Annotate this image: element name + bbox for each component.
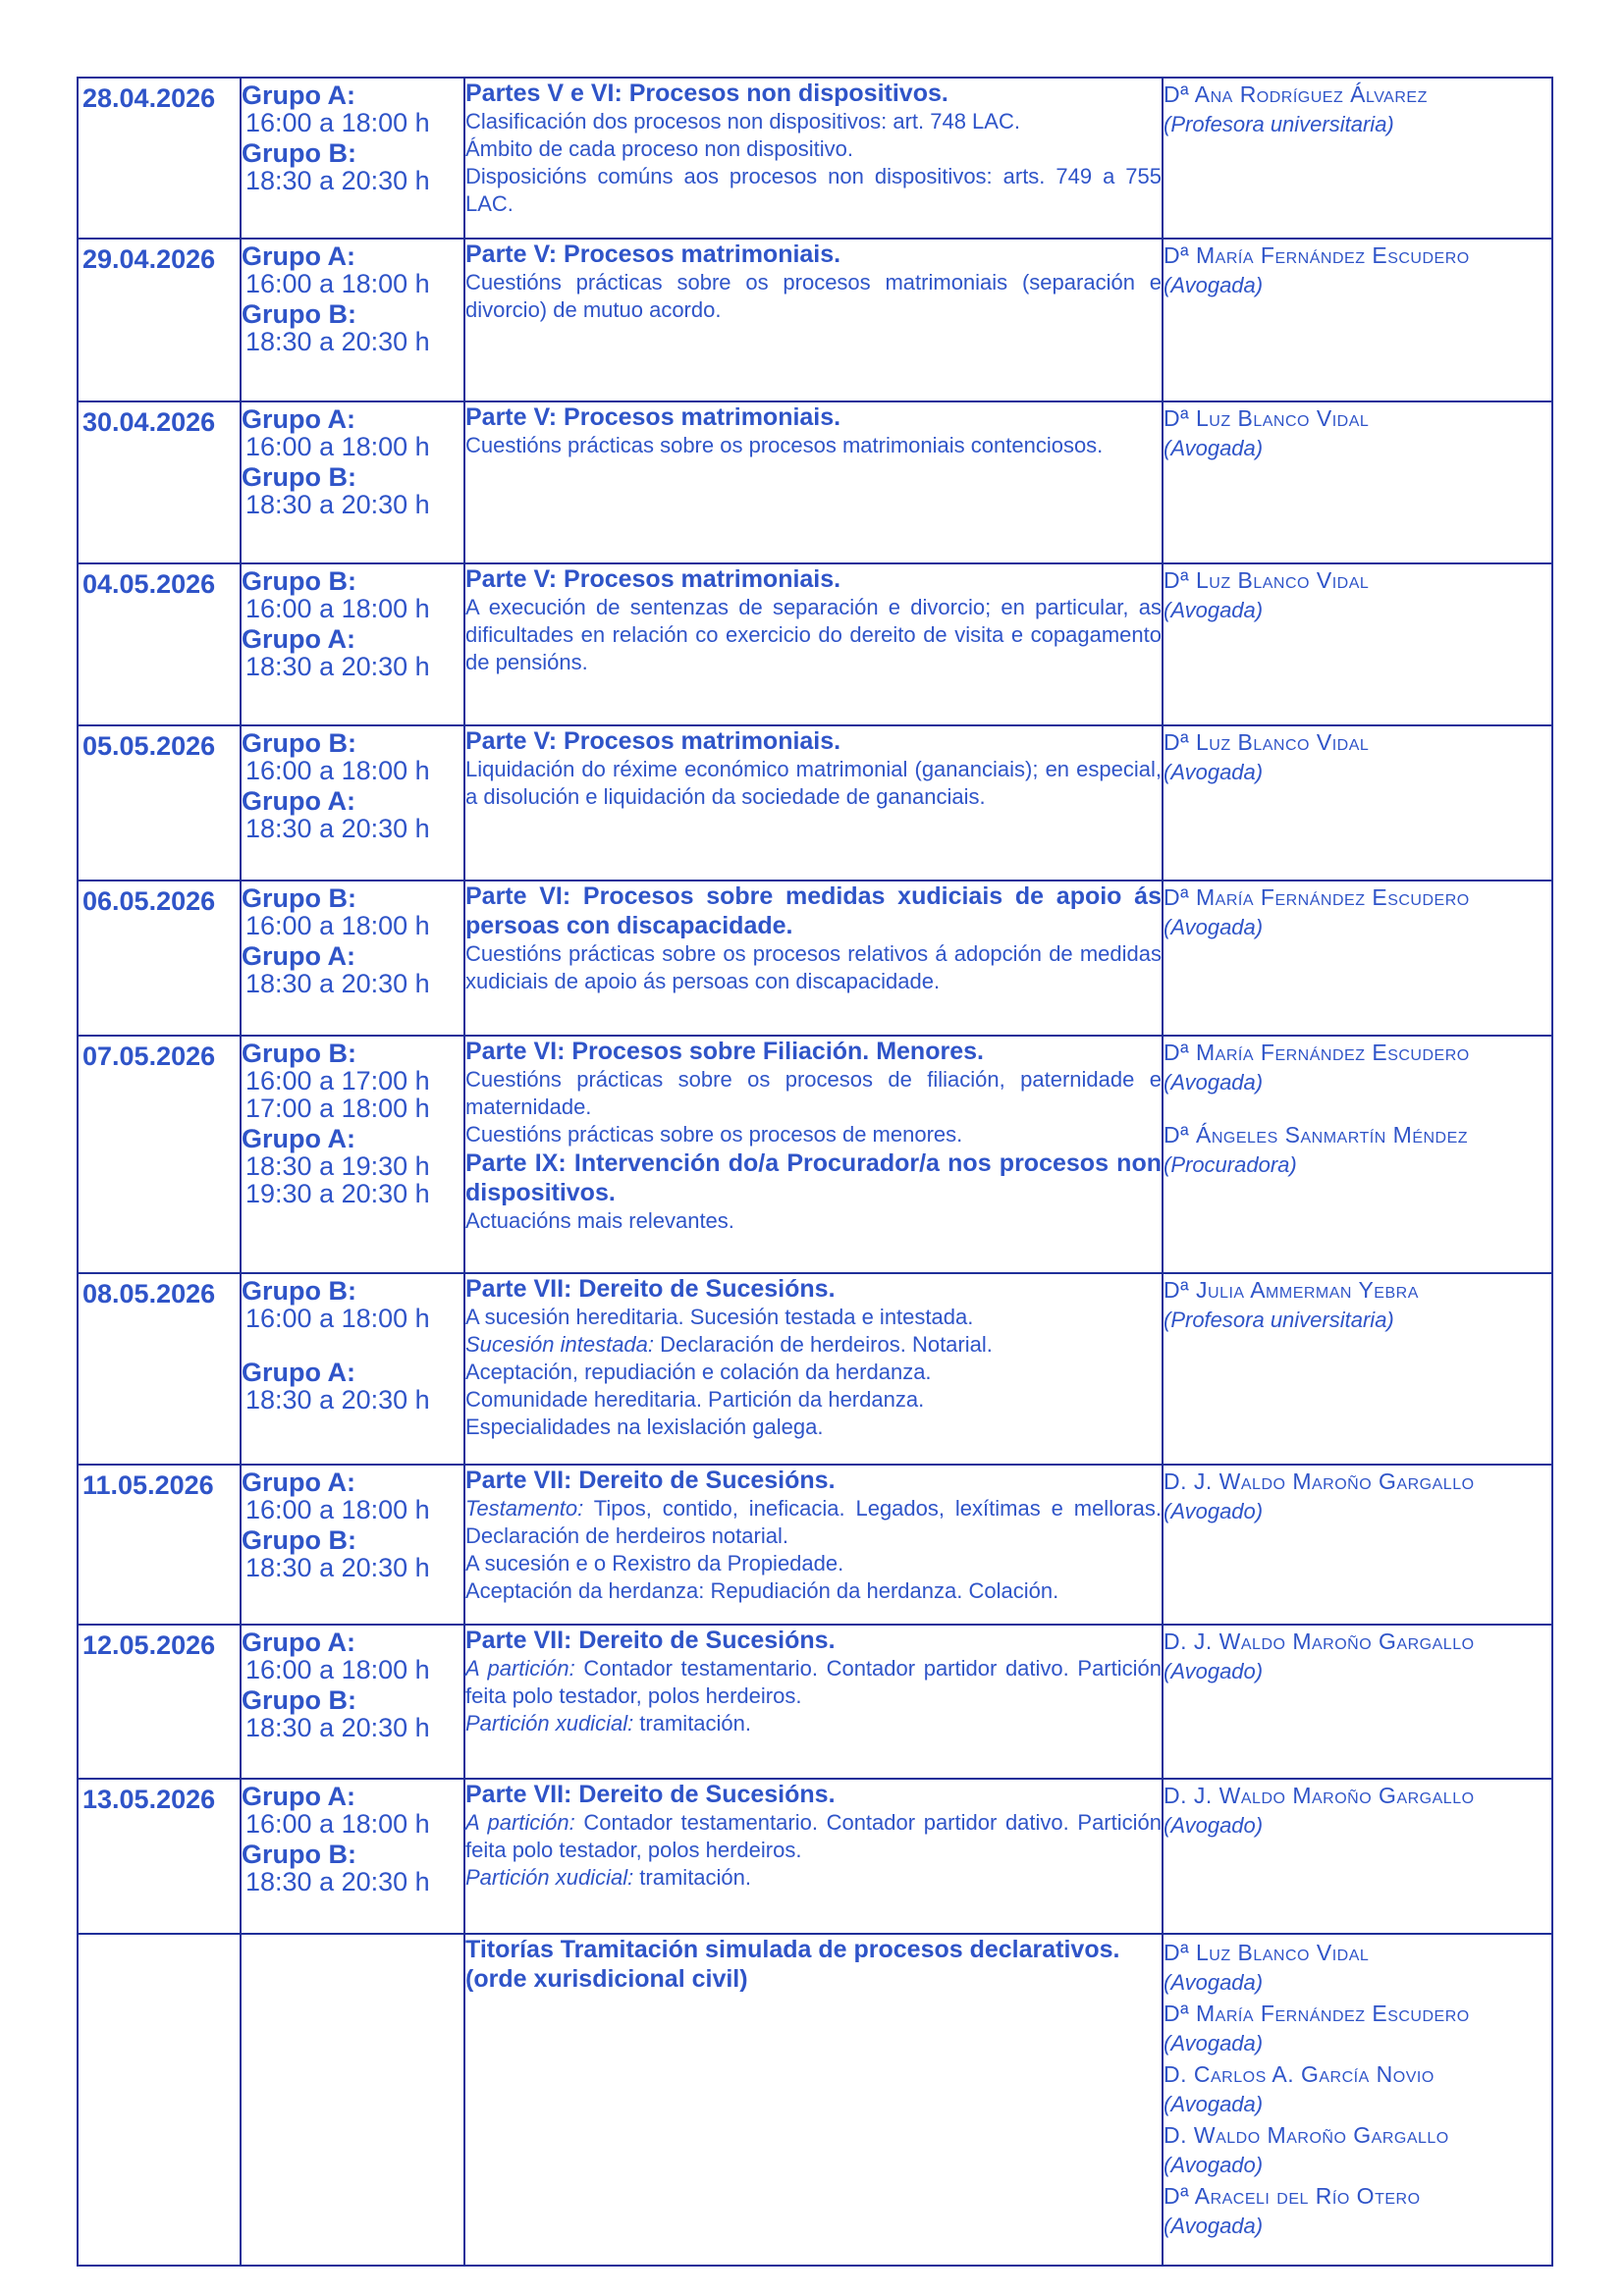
professor-role: (Avogada) xyxy=(1164,760,1264,784)
topic-cell xyxy=(464,1465,1163,1625)
topic-cell xyxy=(464,1934,1163,2266)
professor-role: (Avogado) xyxy=(1164,2153,1264,2177)
topic-line-italic: Testamento: xyxy=(465,1496,584,1521)
professor-cell xyxy=(1163,239,1552,401)
group-label: Grupo A: xyxy=(242,241,355,271)
topic-line xyxy=(465,1304,1162,1331)
group-label: Grupo A: xyxy=(242,786,355,816)
group-label: Grupo B: xyxy=(242,1525,356,1555)
professor-name: Dª Luz Blanco Vidal xyxy=(1164,729,1370,755)
table-row xyxy=(78,563,1552,725)
professor-role: (Procuradora) xyxy=(1164,1152,1297,1177)
topic-line-text: Declaración de herdeiros. Notarial. xyxy=(654,1332,993,1357)
topic-line xyxy=(465,1710,1162,1737)
table-row xyxy=(78,78,1552,239)
date-cell xyxy=(78,881,241,1036)
group-label: Grupo B: xyxy=(242,1840,356,1869)
topic-line xyxy=(465,432,1162,459)
session-date: 04.05.2026 xyxy=(82,569,216,599)
topic-line xyxy=(465,135,1162,163)
date-cell xyxy=(78,1273,241,1465)
group-time: 18:30 a 19:30 h xyxy=(245,1151,430,1181)
session-date: 30.04.2026 xyxy=(82,407,216,437)
professor-role: (Avogado) xyxy=(1164,1499,1264,1523)
topic-title: Parte VII: Dereito de Sucesións. xyxy=(465,1275,836,1303)
topic-line-italic: A partición: xyxy=(465,1656,575,1681)
session-date: 12.05.2026 xyxy=(82,1630,216,1660)
professor-name: Dª Ana Rodríguez Álvarez xyxy=(1164,81,1428,107)
date-cell xyxy=(78,1036,241,1273)
session-date: 13.05.2026 xyxy=(82,1785,216,1814)
professor-role: (Avogada) xyxy=(1164,2214,1264,2238)
topic-line-text: Comunidade hereditaria. Partición da herdanza. xyxy=(465,1387,925,1412)
group-label: Grupo B: xyxy=(242,883,356,913)
topic-line-text: Especialidades na lexislación galega. xyxy=(465,1415,824,1439)
topic-line-text: Aceptación, repudiación e colación da herdanza. xyxy=(465,1360,932,1384)
topic-line xyxy=(465,1386,1162,1414)
group-time: 18:30 a 20:30 h xyxy=(245,1553,430,1582)
professor-cell xyxy=(1163,1779,1552,1934)
topic-line xyxy=(465,594,1162,676)
professor-name: Dª María Fernández Escudero xyxy=(1164,1040,1470,1065)
topic-line-text: Tipos, contido, ineficacia. Legados, lexítimas e melloras. Declaración de herdeiros notarial. xyxy=(465,1496,1162,1548)
topic-line xyxy=(465,1550,1162,1577)
topic-line xyxy=(465,1809,1162,1864)
professor-cell xyxy=(1163,1036,1552,1273)
group-cell xyxy=(241,881,464,1036)
table-row xyxy=(78,1625,1552,1779)
topic-line-text: A execución de sentenzas de separación e divorcio; en particular, as dificultades en relación co exercicio do dereito de visita e copagamento de pensións. xyxy=(465,595,1162,674)
topic-line xyxy=(465,1066,1162,1121)
group-cell xyxy=(241,1465,464,1625)
professor-name: Dª Julia Ammerman Yebra xyxy=(1164,1277,1419,1303)
topic-title: Parte VII: Dereito de Sucesións. xyxy=(465,1467,836,1494)
professor-role: (Avogada) xyxy=(1164,436,1264,460)
topic-title: Partes V e VI: Procesos non dispositivos. xyxy=(465,80,948,107)
topic-line-text: Liquidación do réxime económico matrimonial (gananciais); en especial, a disolución e liquidación da sociedade de gananciais. xyxy=(465,757,1162,809)
professor-name: D. Carlos A. García Novio xyxy=(1164,2061,1435,2087)
table-row xyxy=(78,881,1552,1036)
topic-cell xyxy=(464,1779,1163,1934)
group-time: 18:30 a 20:30 h xyxy=(245,652,430,681)
group-label: Grupo B: xyxy=(242,462,356,492)
session-date xyxy=(79,1935,240,1939)
topic-line-text: tramitación. xyxy=(633,1865,752,1890)
group-time: 18:30 a 20:30 h xyxy=(245,814,430,843)
topic-title: Parte VII: Dereito de Sucesións. xyxy=(465,1627,836,1654)
session-date: 08.05.2026 xyxy=(82,1279,216,1308)
professor-role: (Avogada) xyxy=(1164,273,1264,297)
professor-name: Dª María Fernández Escudero xyxy=(1164,884,1470,910)
topic-line xyxy=(465,1121,1162,1148)
topic-line xyxy=(465,1359,1162,1386)
topic-line xyxy=(465,940,1162,995)
group-time: 16:00 a 18:00 h xyxy=(245,269,430,298)
topic-line-text: Cuestións prácticas sobre os procesos matrimoniais contenciosos. xyxy=(465,433,1104,457)
topic-line-text: Cuestións prácticas sobre os procesos de menores. xyxy=(465,1122,963,1147)
schedule-body xyxy=(78,78,1552,2266)
date-cell xyxy=(78,401,241,563)
professor-name: D. Waldo Maroño Gargallo xyxy=(1164,2122,1449,2148)
professor-role: (Avogado) xyxy=(1164,1659,1264,1683)
group-label: Grupo B: xyxy=(242,1276,356,1306)
professor-name: D. J. Waldo Maroño Gargallo xyxy=(1164,1783,1475,1808)
topic-line xyxy=(465,1207,1162,1235)
group-time: 16:00 a 18:00 h xyxy=(245,1809,430,1839)
professor-cell xyxy=(1163,1465,1552,1625)
professor-name: D. J. Waldo Maroño Gargallo xyxy=(1164,1629,1475,1654)
group-cell xyxy=(241,401,464,563)
group-label: Grupo A: xyxy=(242,1628,355,1657)
group-cell xyxy=(241,239,464,401)
group-cell xyxy=(241,563,464,725)
topic-title: Parte V: Procesos matrimoniais. xyxy=(465,240,841,268)
group-time: 16:00 a 18:00 h xyxy=(245,1495,430,1524)
topic-line xyxy=(465,1655,1162,1710)
table-row xyxy=(78,1779,1552,1934)
group-label: Grupo A: xyxy=(242,80,355,110)
table-row xyxy=(78,401,1552,563)
group-cell xyxy=(241,1036,464,1273)
group-time: 16:00 a 18:00 h xyxy=(245,1655,430,1684)
group-time: 16:00 a 18:00 h xyxy=(245,1304,430,1333)
professor-cell xyxy=(1163,881,1552,1036)
group-cell xyxy=(241,78,464,239)
group-label: Grupo A: xyxy=(242,404,355,434)
group-label: Grupo A: xyxy=(242,1124,355,1153)
date-cell xyxy=(78,1465,241,1625)
professor-role: (Avogado) xyxy=(1164,1813,1264,1838)
professor-name: Dª María Fernández Escudero xyxy=(1164,242,1470,268)
topic-line xyxy=(465,269,1162,324)
topic-line xyxy=(465,108,1162,135)
group-time: 18:30 a 20:30 h xyxy=(245,1867,430,1896)
topic-cell xyxy=(464,1625,1163,1779)
topic-line-text: Contador testamentario. Contador partidor dativo. Partición feita polo testador, polos herdeiros. xyxy=(465,1810,1162,1862)
topic-line-text: Actuacións mais relevantes. xyxy=(465,1208,734,1233)
topic-cell xyxy=(464,1273,1163,1465)
group-time: 17:00 a 18:00 h xyxy=(245,1094,430,1123)
group-cell xyxy=(241,1273,464,1465)
date-cell xyxy=(78,239,241,401)
group-time: 16:00 a 18:00 h xyxy=(245,911,430,940)
session-date: 11.05.2026 xyxy=(82,1470,214,1500)
topic-title-secondary: Parte IX: Intervención do/a Procurador/a nos procesos non dispositivos. xyxy=(465,1149,1162,1206)
topic-line-text: Disposicións comúns aos procesos non dispositivos: arts. 749 a 755 LAC. xyxy=(465,164,1162,216)
topic-line-text: tramitación. xyxy=(633,1711,752,1735)
date-cell xyxy=(78,1625,241,1779)
table-row xyxy=(78,1036,1552,1273)
topic-cell xyxy=(464,239,1163,401)
topic-line-italic: Partición xudicial: xyxy=(465,1865,634,1890)
session-date: 29.04.2026 xyxy=(82,244,216,274)
topic-line-text: Clasificación dos procesos non dispositivos: art. 748 LAC. xyxy=(465,109,1020,133)
professor-gap xyxy=(1164,1097,1551,1119)
professor-cell xyxy=(1163,1625,1552,1779)
session-date: 05.05.2026 xyxy=(82,731,216,761)
topic-line xyxy=(465,1495,1162,1550)
session-date: 07.05.2026 xyxy=(82,1041,216,1071)
group-cell xyxy=(241,1625,464,1779)
topic-title-secondary: (orde xurisdicional civil) xyxy=(465,1965,748,1993)
topic-cell xyxy=(464,563,1163,725)
topic-line-text: A sucesión e o Rexistro da Propiedade. xyxy=(465,1551,844,1575)
professor-cell xyxy=(1163,78,1552,239)
group-label: Grupo B: xyxy=(242,299,356,329)
date-cell xyxy=(78,563,241,725)
group-spacer xyxy=(242,1332,463,1356)
table-row xyxy=(78,725,1552,881)
professor-cell xyxy=(1163,1273,1552,1465)
professor-name: Dª Ángeles Sanmartín Méndez xyxy=(1164,1122,1469,1148)
group-cell xyxy=(241,1779,464,1934)
professor-role: (Avogada) xyxy=(1164,598,1264,622)
topic-line-italic: A partición: xyxy=(465,1810,575,1835)
topic-line-italic: Partición xudicial: xyxy=(465,1711,634,1735)
topic-cell xyxy=(464,725,1163,881)
group-time: 16:00 a 17:00 h xyxy=(245,1066,430,1095)
topic-cell xyxy=(464,1036,1163,1273)
topic-line xyxy=(465,1864,1162,1892)
professor-role: (Avogada) xyxy=(1164,1970,1264,1995)
topic-line xyxy=(465,756,1162,811)
group-cell xyxy=(241,1934,464,2266)
group-label: Grupo A: xyxy=(242,1782,355,1811)
professor-name: Dª María Fernández Escudero xyxy=(1164,2001,1470,2026)
table-row xyxy=(78,239,1552,401)
topic-line-italic: Sucesión intestada: xyxy=(465,1332,655,1357)
topic-cell xyxy=(464,881,1163,1036)
topic-line xyxy=(465,1414,1162,1441)
topic-line-text: Contador testamentario. Contador partidor dativo. Partición feita polo testador, polos herdeiros. xyxy=(465,1656,1162,1708)
professor-name: Dª Araceli del Río Otero xyxy=(1164,2183,1421,2209)
table-row xyxy=(78,1934,1552,2266)
group-time: 18:30 a 20:30 h xyxy=(245,166,430,195)
professor-name: Dª Luz Blanco Vidal xyxy=(1164,405,1370,431)
group-time: 16:00 a 18:00 h xyxy=(245,432,430,461)
group-label: Grupo A: xyxy=(242,1358,355,1387)
group-time: 18:30 a 20:30 h xyxy=(245,969,430,998)
session-date: 06.05.2026 xyxy=(82,886,216,916)
professor-role: (Avogada) xyxy=(1164,2092,1264,2116)
date-cell xyxy=(78,1779,241,1934)
group-label: Grupo B: xyxy=(242,728,356,758)
topic-title: Parte VI: Procesos sobre medidas xudiciais de apoio ás persoas con discapacidade. xyxy=(465,882,1162,939)
professor-name: D. J. Waldo Maroño Gargallo xyxy=(1164,1468,1475,1494)
group-label: Grupo B: xyxy=(242,1039,356,1068)
group-label: Grupo A: xyxy=(242,941,355,971)
topic-title: Parte V: Procesos matrimoniais. xyxy=(465,403,841,431)
topic-cell xyxy=(464,401,1163,563)
group-time: 18:30 a 20:30 h xyxy=(245,1713,430,1742)
group-time: 16:00 a 18:00 h xyxy=(245,756,430,785)
topic-line-text: Ámbito de cada proceso non dispositivo. xyxy=(465,136,854,161)
topic-line xyxy=(465,1577,1162,1605)
topic-title: Parte V: Procesos matrimoniais. xyxy=(465,727,841,755)
group-label: Grupo B: xyxy=(242,566,356,596)
topic-cell xyxy=(464,78,1163,239)
group-time: 16:00 a 18:00 h xyxy=(245,594,430,623)
topic-title: Parte V: Procesos matrimoniais. xyxy=(465,565,841,593)
group-time: 18:30 a 20:30 h xyxy=(245,490,430,519)
professor-cell xyxy=(1163,401,1552,563)
topic-line-text: Cuestións prácticas sobre os procesos de filiación, paternidade e maternidade. xyxy=(465,1067,1162,1119)
topic-line xyxy=(465,1331,1162,1359)
professor-cell xyxy=(1163,1934,1552,2266)
table-row xyxy=(78,1465,1552,1625)
group-time: 18:30 a 20:30 h xyxy=(245,1385,430,1415)
group-label: Grupo A: xyxy=(242,1468,355,1497)
group-label: Grupo B: xyxy=(242,1685,356,1715)
group-label: Grupo A: xyxy=(242,624,355,654)
date-cell xyxy=(78,78,241,239)
topic-line-text: Cuestións prácticas sobre os procesos relativos á adopción de medidas xudiciais de apoio ás persoas con discapacidade. xyxy=(465,941,1162,993)
group-time: 18:30 a 20:30 h xyxy=(245,327,430,356)
table-row xyxy=(78,1273,1552,1465)
date-cell xyxy=(78,725,241,881)
group-label: Grupo B: xyxy=(242,138,356,168)
topic-line-text: A sucesión hereditaria. Sucesión testada e intestada. xyxy=(465,1305,974,1329)
professor-cell xyxy=(1163,725,1552,881)
group-cell xyxy=(241,725,464,881)
topic-line-text: Cuestións prácticas sobre os procesos matrimoniais (separación e divorcio) de mutuo acordo. xyxy=(465,270,1162,322)
professor-role: (Avogada) xyxy=(1164,2031,1264,2056)
topic-line xyxy=(465,163,1162,218)
topic-line-text: Aceptación da herdanza: Repudiación da herdanza. Colación. xyxy=(465,1578,1059,1603)
professor-cell xyxy=(1163,563,1552,725)
group-time: 19:30 a 20:30 h xyxy=(245,1179,430,1208)
professor-role: (Avogada) xyxy=(1164,1070,1264,1095)
topic-title: Titorías Tramitación simulada de procesos declarativos. xyxy=(465,1936,1120,1963)
topic-title: Parte VII: Dereito de Sucesións. xyxy=(465,1781,836,1808)
topic-title: Parte VI: Procesos sobre Filiación. Menores. xyxy=(465,1038,984,1065)
group-time: 16:00 a 18:00 h xyxy=(245,108,430,137)
professor-name: Dª Luz Blanco Vidal xyxy=(1164,567,1370,593)
schedule-table xyxy=(77,77,1553,2267)
professor-role: (Avogada) xyxy=(1164,915,1264,939)
professor-role: (Profesora universitaria) xyxy=(1164,112,1394,136)
professor-role: (Profesora universitaria) xyxy=(1164,1308,1394,1332)
date-cell xyxy=(78,1934,241,2266)
session-date: 28.04.2026 xyxy=(82,83,216,113)
professor-name: Dª Luz Blanco Vidal xyxy=(1164,1940,1370,1965)
